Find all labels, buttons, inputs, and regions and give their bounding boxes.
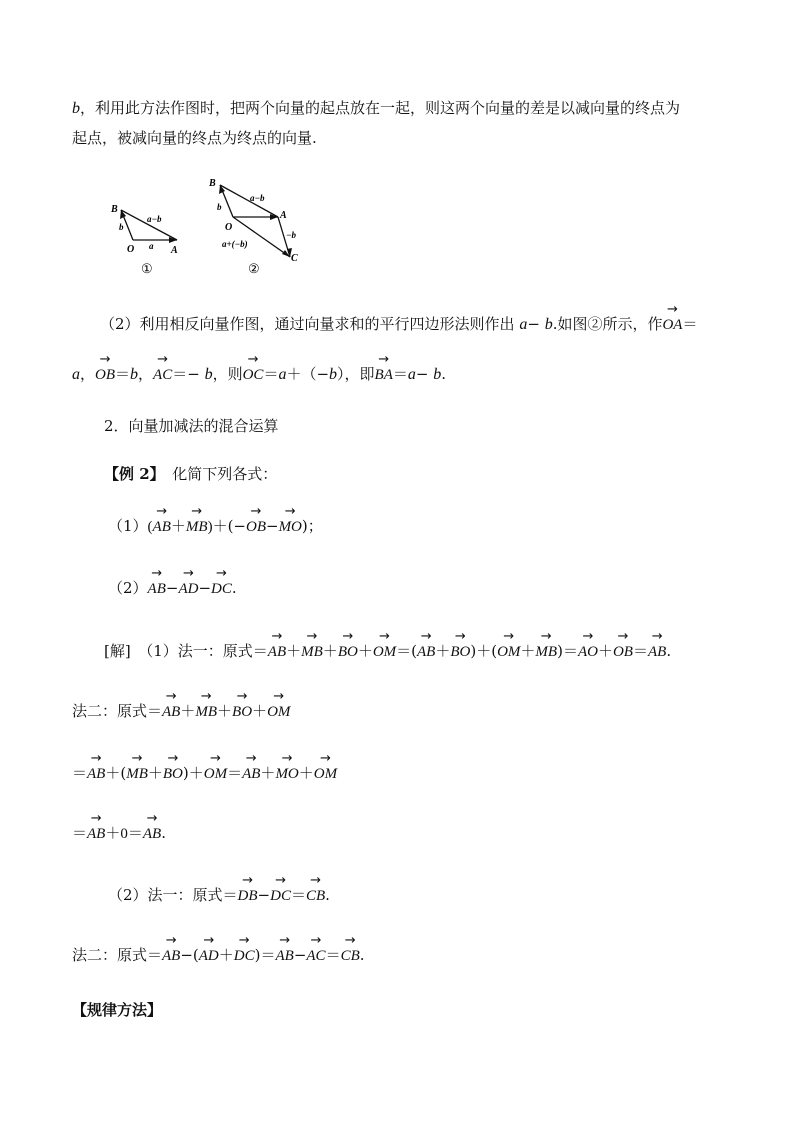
vector-OM: → OM [314,762,337,784]
equals-negative: ＝− [172,365,200,383]
fig2-label-a-plus-neg-b: a+(−b) [222,239,248,249]
vector-OM: → OM [204,762,227,784]
solution-label: [解] [104,642,131,660]
vector-BO: → BO [338,640,358,662]
fig2-label-neg-b: −b [286,230,296,240]
figure-2 [200,175,315,280]
var-b: b [433,366,442,383]
vector-DB: → DB [238,884,258,906]
para2-prefix: （2）利用相反向量作图，通过向量求和的平行四边形法则作出 [100,315,515,333]
vector-AB: → AB [242,762,260,784]
vector-AB: → AB [275,944,293,966]
question-1-number: （1） [108,517,148,535]
minus-sign: − [527,315,540,333]
vector-MO: → MO [279,515,302,537]
fig1-label-B: B [111,204,118,215]
vector-DC: → DC [234,944,255,966]
var-b: b [130,366,139,383]
solution-2-line-2: 法二：原式＝→ AB−(→ AD＋→ DC)＝→ AB−→ AC＝→ CB. [72,944,365,966]
equals: ＝ [682,315,698,333]
fig1-caption: ① [141,261,153,276]
intro-text-1: ，利用此方法作图时，把两个向量的起点放在一起，则这两个向量的差是以减向量的终点为 [80,99,681,117]
period: . [441,365,447,383]
fig1-label-a: a [149,241,154,251]
vector-MO: → MO [275,762,298,784]
var-a: a [519,316,528,333]
intro-line-2 [72,128,317,148]
fig2-label-A: A [280,210,287,221]
vector-MB: → MB [535,640,557,662]
para2-line-1 [100,313,697,335]
vector-CB: → CB [341,944,360,966]
vector-OA: → OA [662,313,682,335]
var-a: a [278,366,287,383]
method-2-line-1: 法二：原式＝→ AB＋→ MB＋→ BO＋→ OM [72,700,290,722]
vector-OB: → OB [246,515,266,537]
method-2-line-2: ＝→ AB＋(→ MB＋→ BO)＋→ OM＝→ AB＋→ MO＋→ OM [72,762,337,784]
figure-1 [105,195,190,280]
fig2-label-B: B [209,178,216,189]
vector-BO: → BO [163,762,183,784]
vector-OB: → OB [613,640,633,662]
fig1-label-a-minus-b: a−b [147,214,162,224]
para2-line-2 [72,363,446,385]
comma: ， [138,365,154,383]
var-b: b [544,316,553,333]
intro-line-1 [72,98,680,119]
section-2-heading-text: 2．向量加减法的混合运算 [104,417,279,435]
vector-BO: → BO [450,640,470,662]
vector-DC: → DC [211,577,232,599]
fig2-caption: ② [248,261,260,276]
example-2-line [104,464,277,484]
comma: ， [80,365,96,383]
solution-line-1: [解] （1）法一：原式＝→ AB＋→ MB＋→ BO＋→ OM＝(→ AB＋→ BO)＋(→ OM＋→ MB)＝→ AO＋→ OB＝→ AB. [104,640,671,662]
solution-2-line-1: （2）法一：原式＝→ DB−→ DC＝→ CB. [108,884,330,906]
fig2-label-b: b [217,202,222,212]
fig1-label-O: O [127,244,135,255]
para2-mid: .如图②所示，作 [552,315,663,333]
vector-OM: → OM [267,700,290,722]
var-b: b [204,366,213,383]
var-b: b [72,100,80,117]
zero-vector: 0 [120,826,128,842]
vector-AB: → AB [648,640,666,662]
vector-OC: → OC [243,363,264,385]
vector-BA: → BA [375,363,393,385]
minus-sign: − [415,365,429,383]
vector-AD: → AD [178,577,198,599]
rule-heading-text: 【规律方法】 [72,1001,163,1019]
var-a: a [407,366,416,383]
vector-MB: → MB [126,762,148,784]
intro-text-2: 起点，被减向量的终点为终点的向量. [72,129,317,147]
vector-AC: → AC [306,944,325,966]
var-a: a [72,366,80,383]
vector-AB: → AB [148,577,166,599]
method-2-prefix: 法二：原式＝ [72,702,163,720]
comma-then: ，则 [212,365,243,383]
solution-1-prefix: （1）法一：原式＝ [145,642,268,660]
vector-AO: → AO [578,640,598,662]
vector-MB: → MB [186,515,208,537]
rule-heading [72,1000,162,1020]
fig1-label-b: b [119,222,124,232]
vector-DC: → DC [270,884,291,906]
equals: ＝ [263,365,279,383]
vector-AB: → AB [87,822,105,844]
vector-AC: → AC [153,363,172,385]
var-b: b [329,366,338,383]
close-paren-then: ），即 [337,365,375,383]
vector-AB: → AB [162,700,180,722]
vector-BO: → BO [232,700,252,722]
vector-MB: → MB [195,700,217,722]
solution-2b-prefix: 法二：原式＝ [72,946,163,964]
method-2-line-3: ＝→ AB＋0＝→ AB. [72,822,166,844]
vector-MB: → MB [301,640,323,662]
vector-OM: → OM [497,640,520,662]
example-2-title: 化简下列各式： [172,465,278,483]
vector-OM: → OM [373,640,396,662]
fig2-label-O: O [225,222,233,233]
question-2: （2）→ AB−→ AD−→ DC. [108,577,237,599]
equals: ＝ [115,365,131,383]
fig2-label-C: C [291,253,298,264]
vector-AB: → AB [268,640,286,662]
vector-AB: → AB [153,515,171,537]
vector-AB: → AB [417,640,435,662]
fig1-label-A: A [171,245,178,256]
equals: ＝ [392,365,408,383]
vector-OB: → OB [95,363,115,385]
question-1: （1）(→ AB＋→ MB)＋(−→ OB−→ MO)； [108,515,323,537]
solution-2-prefix: （2）法一：原式＝ [108,886,238,904]
plus-open-paren: ＋（− [286,365,330,383]
question-2-number: （2） [108,579,148,597]
section-2-heading [104,416,279,436]
vector-AD: → AD [199,944,219,966]
vector-AB: → AB [87,762,105,784]
vector-CB: → CB [306,884,325,906]
example-2-label: 【例 2】 [104,465,158,483]
vector-AB: → AB [162,944,180,966]
vector-AB: → AB [143,822,161,844]
fig2-label-a-minus-b: a−b [250,193,265,203]
